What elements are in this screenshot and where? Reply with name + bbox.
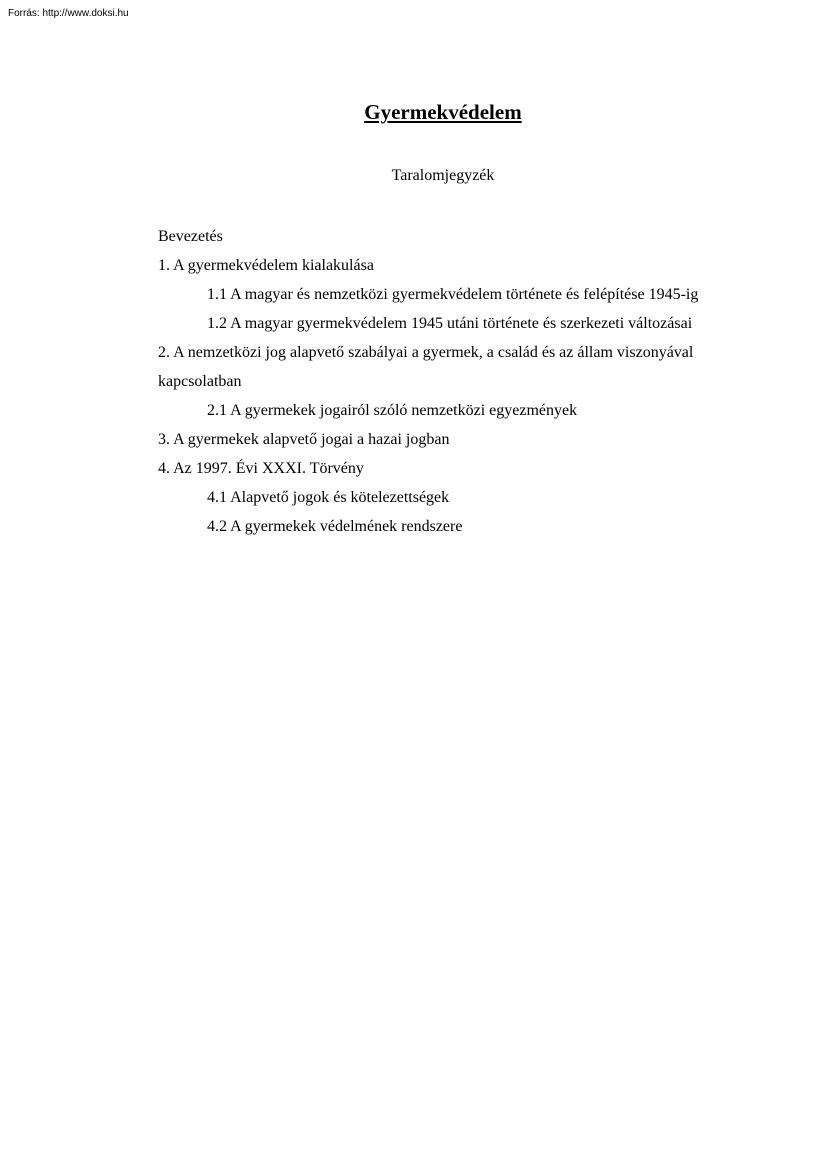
toc-entry: 3. A gyermekek alapvető jogai a hazai jogban xyxy=(158,431,450,448)
toc-entry: 4. Az 1997. Évi XXXI. Törvény xyxy=(158,460,364,477)
table-of-contents-heading: Taralomjegyzék xyxy=(391,167,495,184)
toc-entry: 1. A gyermekvédelem kialakulása xyxy=(158,257,374,274)
table-of-contents xyxy=(158,222,758,541)
toc-subentry: 4.1 Alapvető jogok és kötelezettségek xyxy=(207,489,450,506)
toc-subentry: 1.2 A magyar gyermekvédelem 1945 utáni története és szerkezeti változásai xyxy=(207,315,693,332)
toc-subentry: 4.2 A gyermekek védelmének rendszere xyxy=(207,518,463,535)
toc-subentry: 2.1 A gyermekek jogairól szóló nemzetközi egyezmények xyxy=(207,402,578,419)
document-title: Gyermekvédelem xyxy=(364,100,522,124)
toc-entry: Bevezetés xyxy=(158,228,223,245)
toc-entry-continuation: kapcsolatban xyxy=(158,373,242,390)
source-attribution: Forrás: http://www.doksi.hu xyxy=(8,8,129,19)
toc-entry: 2. A nemzetközi jog alapvető szabályai a gyermek, a család és az állam viszonyával xyxy=(158,344,694,361)
toc-subentry: 1.1 A magyar és nemzetközi gyermekvédelem története és felépítése 1945-ig xyxy=(207,286,699,303)
